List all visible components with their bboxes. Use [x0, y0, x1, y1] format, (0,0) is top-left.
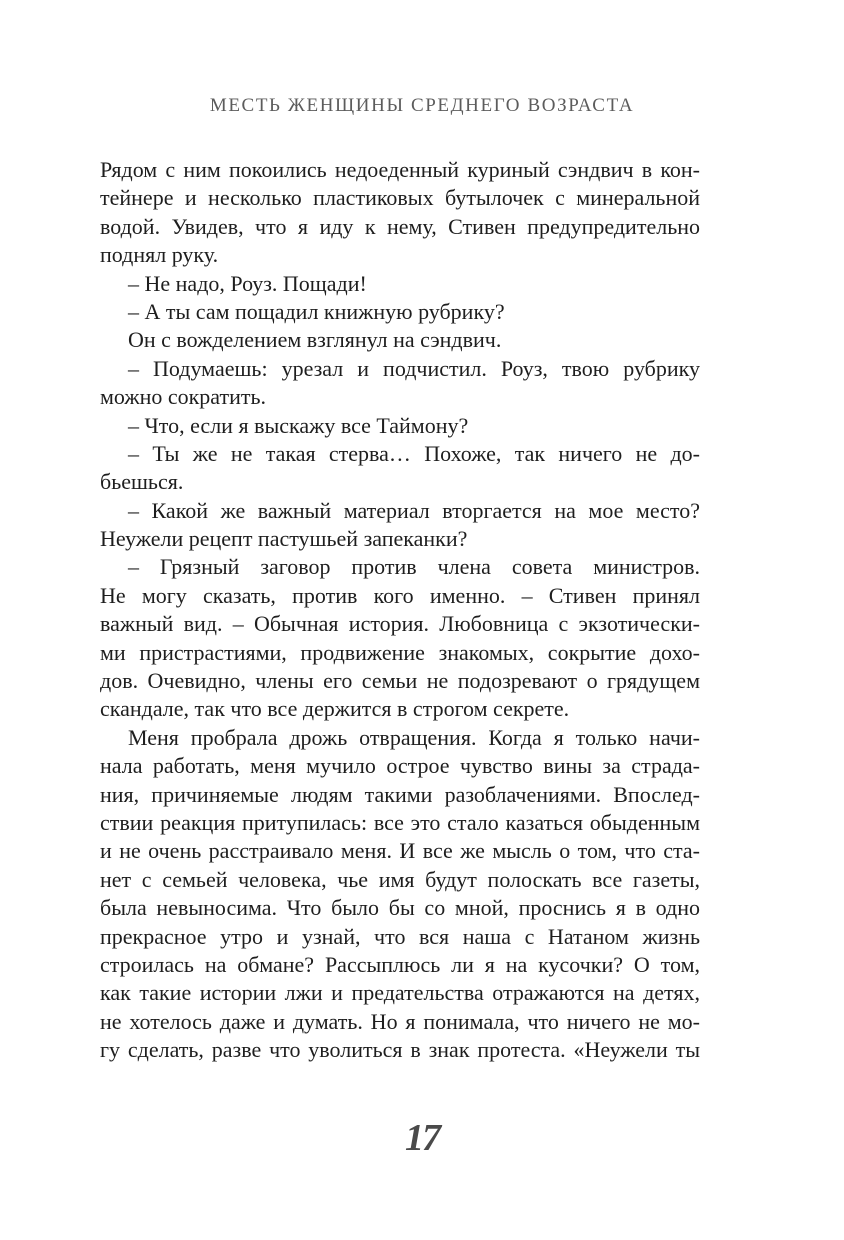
text-line: строилась на обмане? Рассыплюсь ли я на кусочки? О том,: [100, 951, 700, 977]
text-line: ми пристрастиями, продвижение знакомых, сокрытие дохо-: [100, 639, 700, 665]
text-line: ния, причиняемые людям такими разоблачениями. Впослед-: [100, 781, 700, 807]
text-line: Рядом с ним покоились недоеденный куриный сэндвич в кон-: [100, 157, 700, 182]
text-line: – Какой же важный материал вторгается на мое место?: [128, 497, 700, 523]
text-line: как такие истории лжи и предательства отражаются на детях,: [100, 980, 700, 1006]
text-line: можно сократить.: [100, 384, 267, 410]
text-line: бьешься.: [100, 469, 184, 495]
text-line: скандале, так что все держится в строгом секрете.: [100, 696, 570, 722]
body-text: [100, 156, 700, 1065]
text-line: – А ты сам пощадил книжную рубрику?: [128, 298, 505, 324]
text-line: – Подумаешь: урезал и подчистил. Роуз, твою рубрику: [128, 355, 700, 381]
text-line: Не могу сказать, против кого именно. – Стивен принял: [100, 582, 700, 608]
text-line: Неужели рецепт пастушьей запеканки?: [100, 526, 468, 552]
text-line: дов. Очевидно, члены его семьи не подозревают о грядущем: [100, 668, 700, 694]
running-head: МЕСТЬ ЖЕНЩИНЫ СРЕДНЕГО ВОЗРАСТА: [209, 95, 635, 116]
text-line: нала работать, меня мучило острое чувство вины за страда-: [100, 753, 700, 779]
text-line: не хотелось даже и думать. Но я понимала, что ничего не мо-: [100, 1008, 700, 1034]
text-line: Он с вожделением взглянул на сэндвич.: [128, 327, 502, 353]
text-line: прекрасное утро и узнай, что вся наша с Натаном жизнь: [100, 923, 700, 949]
page-number: 17: [405, 1117, 439, 1159]
text-line: ствии реакция притупилась: все это стало казаться обыденным: [100, 809, 700, 835]
text-line: важный вид. – Обычная история. Любовница с экзотически-: [100, 611, 700, 637]
text-line: гу сделать, разве что уволиться в знак протеста. «Неужели ты: [100, 1037, 700, 1063]
text-line: – Не надо, Роуз. Пощади!: [128, 270, 367, 296]
text-line: – Что, если я выскажу все Таймону?: [128, 412, 469, 438]
text-line: тейнере и несколько пластиковых бутылочек с минеральной: [100, 185, 700, 211]
text-line: была невыносима. Что было бы со мной, проснись я в одно: [100, 895, 700, 921]
text-line: поднял руку.: [100, 242, 219, 268]
text-line: и не очень расстраивало меня. И все же мысль о том, что ста-: [100, 838, 700, 864]
text-line: – Ты же не такая стерва… Похоже, так ничего не до-: [128, 440, 700, 466]
text-line: Меня пробрала дрожь отвращения. Когда я только начи-: [128, 724, 700, 750]
text-line: нет с семьей человека, чье имя будут полоскать все газеты,: [100, 866, 700, 892]
text-line: водой. Увидев, что я иду к нему, Стивен предупредительно: [100, 213, 700, 239]
text-line: – Грязный заговор против члена совета министров.: [128, 554, 700, 580]
